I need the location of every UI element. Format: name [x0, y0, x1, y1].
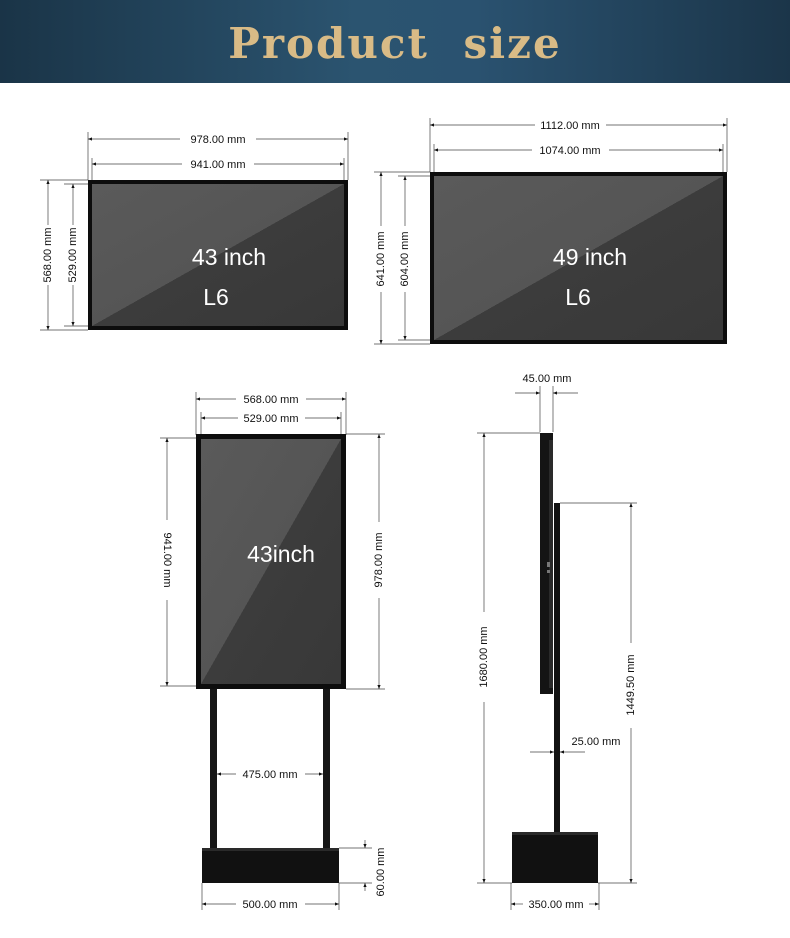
screen-49-inner-width-label: 1074.00 mm [539, 145, 601, 157]
screen-49-model-label: L6 [565, 284, 591, 310]
stand-side-pole-height-label: 1449.50 mm [625, 654, 637, 716]
screen-43-inner-height-label: 529.00 mm [67, 227, 79, 283]
screen-49-outer-width-label: 1112.00 mm [540, 120, 600, 132]
stand-front-base-width-label: 500.00 mm [242, 899, 298, 911]
screen-43-outer-height-label: 568.00 mm [42, 227, 54, 283]
stand-front-inner-width-label: 529.00 mm [243, 413, 299, 425]
stand-front-base-height-label: 60.00 mm [375, 847, 387, 897]
stand-front-inner-height-label: 941.00 mm [161, 532, 173, 588]
stand-front-outer-width-label: 568.00 mm [243, 394, 299, 406]
screen-49-size-label: 49 inch [552, 244, 628, 270]
screen-49-outer-height-label: 641.00 mm [375, 231, 387, 287]
stand-side-thickness-label: 45.00 mm [522, 373, 572, 385]
screen-43-size-label: 43 inch [191, 244, 267, 270]
stand-side [512, 433, 598, 883]
stand-side-base-depth-label: 350.00 mm [528, 899, 584, 911]
stand-side-pole-width-label: 25.00 mm [571, 736, 621, 748]
screen-49-inner-height-label: 604.00 mm [399, 231, 411, 287]
stand-front-size-label: 43inch [247, 541, 315, 567]
screen-43-model-label: L6 [203, 284, 229, 310]
stand-front-outer-height-label: 978.00 mm [373, 532, 385, 588]
stand-front [196, 434, 346, 883]
banner-title: Product size [228, 19, 562, 68]
stand-side-total-height-label: 1680.00 mm [478, 626, 490, 688]
screen-43-outer-width-label: 978.00 mm [190, 134, 246, 146]
screen-43-inner-width-label: 941.00 mm [190, 159, 246, 171]
stand-front-leg-spacing-label: 475.00 mm [242, 769, 298, 781]
product-size-diagram [0, 83, 790, 938]
